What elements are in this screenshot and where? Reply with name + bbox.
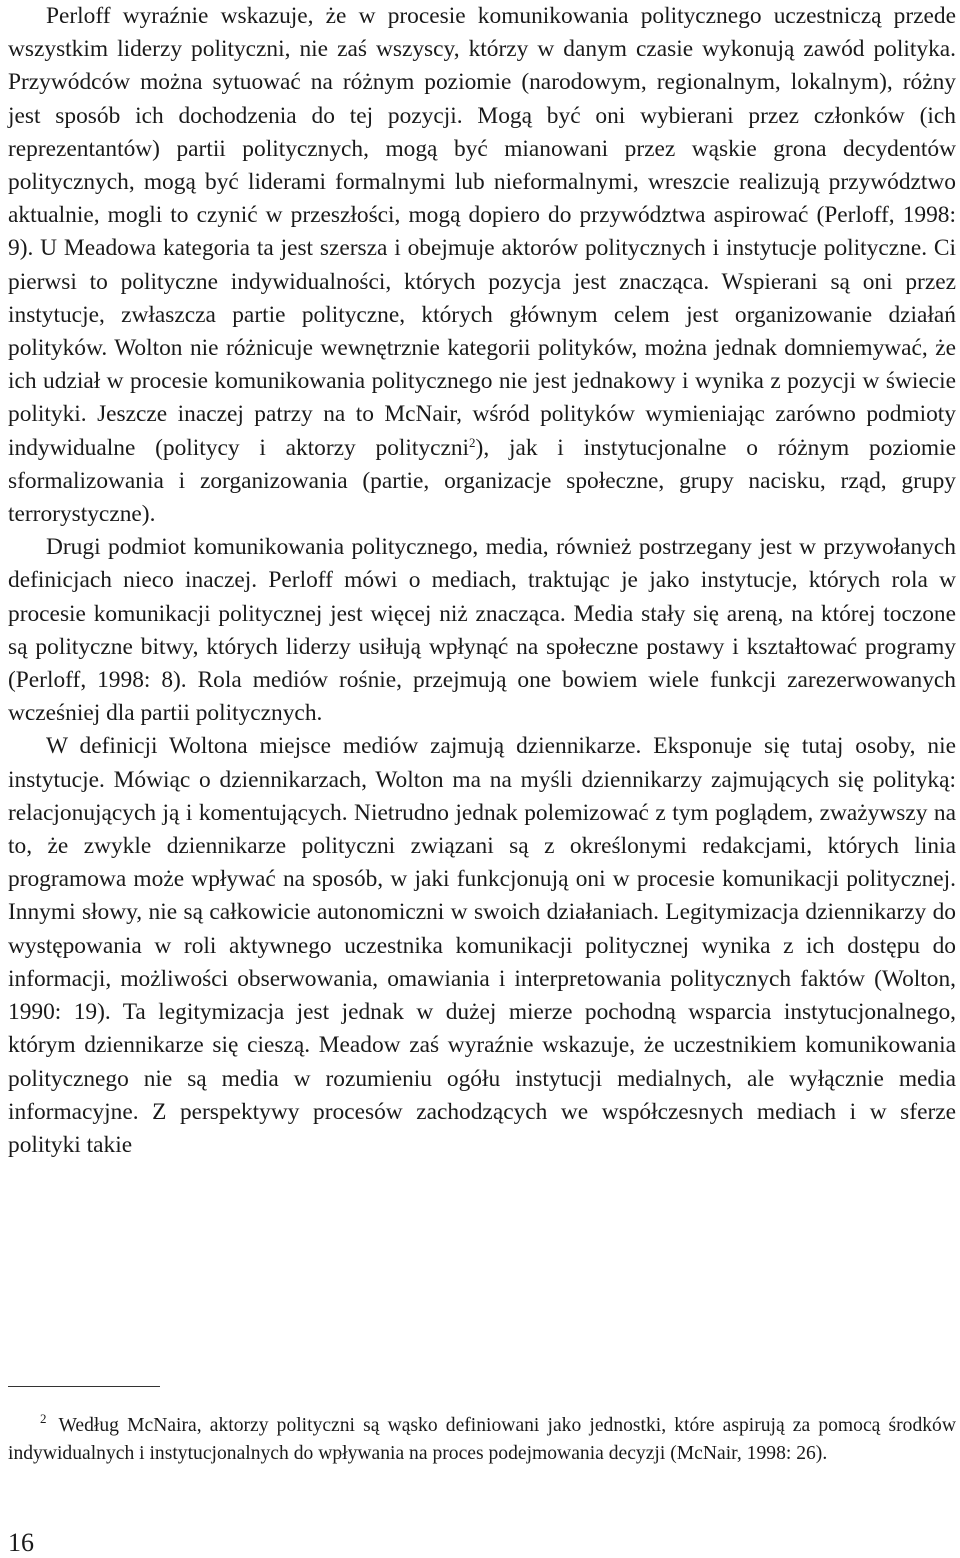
paragraph-1 [8, 0, 956, 531]
paragraph-2: Drugi podmiot komunikowania politycznego, media, również postrzegany jest w przywołanych definicjach nieco inaczej. Perloff mówi o mediach, traktując je jako instytucje, których rola w procesie komunikacji politycznej jest więcej niż znacząca. Media stały się areną, na której toczone są polityczne bitwy, których liderzy usiłują wpłynąć na społeczne postawy i kształtować programy (Perloff, 1998: 8). Rola mediów rośnie, przejmują one bowiem wiele funkcji zarezerwowanych wcześniej dla partii politycznych. [8, 534, 956, 727]
footnote-reference[interactable]: 2 [469, 434, 476, 450]
paragraph-3: W definicji Woltona miejsce mediów zajmują dziennikarze. Eksponuje się tutaj osoby, nie instytucje. Mówiąc o dziennikarzach, Wolton ma na myśli dziennikarzy zajmujących się polityką: relacjonujących ją i komentujących. Nietrudno jednak polemizować z tym poglądem, zważywszy na to, że zwykle dziennikarze polityczni związani są z określonymi redakcjami, których linia programowa może wpływać na sposób, w jaki funkcjonują oni w procesie komunikacji politycznej. Innymi słowy, nie są całkowicie autonomiczni w swoich działaniach. Legitymizacja dziennikarzy do występowania w roli aktywnego uczestnika komunikacji politycznej wynika z ich dostępu do informacji, możliwości obserwowania, omawiania i interpretowania politycznych faktów (Wolton, 1990: 19). Ta legitymizacja jest jednak w dużej mierze pochodną wsparcia instytucjonalnego, którym dziennikarze się cieszą. Meadow zaś wyraźnie wskazuje, że uczestnikiem komunikowania politycznego nie są media w rozumieniu ogółu instytucji medialnych, ale wyłącznie media informacyjne. Z perspektywy procesów zachodzących we współczesnych mediach i w sferze polityki takie [8, 733, 956, 1158]
footnote-text: Według McNaira, aktorzy polityczni są wąsko definiowani jako jednostki, które aspirują za pomocą środków indywidualnych i instytucjonalnych do wpływania na proces podejmowania decyzji (McNair, 1998: 26). [8, 1415, 956, 1464]
page-body [8, 0, 956, 1162]
page-number: 16 [8, 1528, 34, 1557]
footnote-separator [8, 1386, 160, 1387]
footnote-mark: 2 [40, 1411, 47, 1426]
paragraph-1-text-b: ), jak i instytucjonalne o różnym poziomie sformalizowania i zorganizowania (partie, organizacje społeczne, grupy nacisku, rząd, grupy terrorystyczne). [8, 434, 956, 528]
paragraph-1-text-a: Perloff wyraźnie wskazuje, że w procesie komunikowania politycznego uczestniczą przede wszystkim liderzy polityczni, nie zaś wszyscy, którzy w danym czasie wykonują zawód polityka. Przywódców można sytuować na różnym poziomie (narodowym, regionalnym, lokalnym), różny jest sposób ich dochodzenia do tej pozycji. Mogą być oni wybierani przez członków (ich reprezentantów) partii politycznych, mogą być mianowani przez wąskie grona decydentów politycznych, mogą być liderami formalnymi lub nieformalnymi, wreszcie realizują przywództwo aktualnie, mogli to czynić w przeszłości, mogą dopiero do przywództwa aspirować (Perloff, 1998: 9). U Meadowa kategoria ta jest szersza i obejmuje aktorów politycznych i instytucje polityczne. Ci pierwsi to polityczne indywidualności, których pozycja jest znacząca. Wspierani są oni przez instytucje, zwłaszcza partie polityczne, których głównym celem jest organizowanie działań polityków. Wolton nie różnicuje wewnętrznie kategorii polityków, można jednak domniemywać, że ich udział w procesie komunikowania politycznego nie jest jednakowy i wynika z pozycji w świecie polityki. Jeszcze inaczej patrzy na to McNair, wśród polityków wymieniając zarówno podmioty indywidualne (politycy i aktorzy polityczni [8, 3, 956, 461]
footnote [8, 1412, 956, 1467]
main-text [8, 0, 956, 1162]
